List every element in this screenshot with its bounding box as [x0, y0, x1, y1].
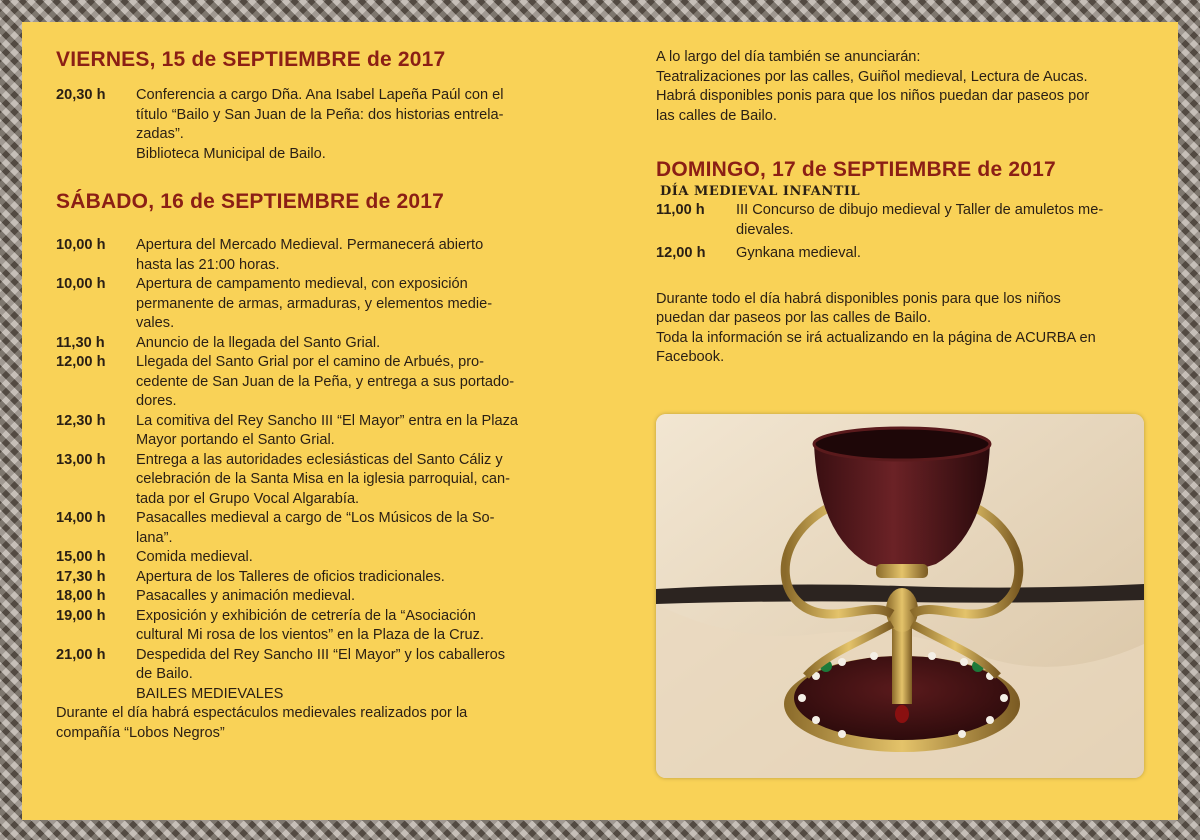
event-time: 12,30 h [56, 412, 106, 429]
event-time: 21,00 h [56, 646, 106, 663]
event-row [56, 607, 576, 646]
event-row [56, 353, 576, 412]
event-row [56, 412, 576, 451]
sunday-title: DOMINGO, 17 de SEPTIEMBRE de 2017 [656, 158, 1056, 181]
event-desc [136, 334, 576, 354]
event-line: Llegada del Santo Grial por el camino de Arbués, pro- [136, 354, 485, 370]
event-line: permanente de armas, armaduras, y elementos medie- [136, 295, 493, 312]
event-line: Comida medieval. [136, 549, 253, 565]
intro-line: Teatralizaciones por las calles, Guiñol medieval, Lectura de Aucas. [656, 68, 1088, 85]
event-line: III Concurso de dibujo medieval y Taller de amuletos me- [736, 202, 1104, 218]
event-desc [736, 244, 1146, 264]
event-time: 20,30 h [56, 87, 106, 103]
saturday-title: SÁBADO, 16 de SEPTIEMBRE de 2017 [56, 190, 445, 213]
event-desc [736, 201, 1146, 240]
event-line: Conferencia a cargo Dña. Ana Isabel Lapeña Paúl con el [136, 87, 504, 103]
friday-title: VIERNES, 15 de SEPTIEMBRE de 2017 [56, 48, 446, 71]
event-line: Apertura del Mercado Medieval. Permanecerá abierto [136, 237, 484, 253]
event-time: 10,00 h [56, 237, 106, 253]
closing-line: Toda la información se irá actualizando en la página de ACURBA en [656, 329, 1096, 346]
event-row [656, 244, 1146, 264]
event-desc [136, 353, 576, 412]
event-time: 11,00 h [656, 202, 705, 218]
event-line: Apertura de los Talleres de oficios tradicionales. [136, 568, 445, 585]
event-desc [136, 86, 576, 164]
event-line: dores. [136, 393, 177, 409]
event-line: dievales. [736, 221, 794, 238]
program-panel [22, 22, 1178, 820]
event-time: 10,00 h [56, 276, 106, 292]
chalice-illustration [656, 414, 1144, 778]
event-row [56, 548, 576, 568]
event-line: Apertura de campamento medieval, con exposición [136, 276, 468, 292]
right-column [656, 48, 1146, 368]
saturday-footer [56, 704, 576, 743]
event-line: celebración de la Santa Misa en la iglesia parroquial, can- [136, 471, 510, 487]
sunday-subtitle: DÍA MEDIEVAL INFANTIL [660, 184, 861, 199]
closing-line: Durante todo el día habrá disponibles ponis para que los niños [656, 290, 1061, 307]
intro-line: A lo largo del día también se anunciarán: [656, 49, 921, 65]
event-time: 11,30 h [56, 334, 105, 351]
left-column [56, 48, 576, 743]
footer-line: Durante el día habrá espectáculos medievales realizados por la [56, 705, 468, 721]
footer-line: compañía “Lobos Negros” [56, 724, 225, 741]
event-desc [136, 275, 576, 334]
event-row [56, 86, 576, 164]
event-desc [136, 451, 576, 510]
event-line: tada por el Grupo Vocal Algarabía. [136, 490, 360, 507]
event-row [56, 509, 576, 548]
dances-label: BAILES MEDIEVALES [136, 685, 284, 702]
event-desc [136, 587, 576, 607]
event-line: Despedida del Rey Sancho III “El Mayor” y los caballeros [136, 646, 506, 663]
event-line: título “Bailo y San Juan de la Peña: dos historias entrela- [136, 106, 504, 123]
event-time: 12,00 h [56, 354, 106, 370]
event-desc [136, 509, 576, 548]
event-line: Entrega a las autoridades eclesiásticas del Santo Cáliz y [136, 451, 503, 468]
event-row [56, 646, 576, 685]
event-time: 18,00 h [56, 588, 106, 604]
event-line: cedente de San Juan de la Peña, y entrega a sus portado- [136, 373, 515, 390]
event-line: Mayor portando el Santo Grial. [136, 432, 335, 448]
event-line: vales. [136, 315, 175, 331]
event-line: Pasacalles y animación medieval. [136, 588, 356, 604]
intro-line: las calles de Bailo. [656, 107, 777, 124]
event-line: Gynkana medieval. [736, 245, 861, 261]
event-desc [136, 412, 576, 451]
event-line: cultural Mi rosa de los vientos” en la Plaza de la Cruz. [136, 627, 484, 643]
intro-line: Habrá disponibles ponis para que los niños puedan dar paseos por [656, 88, 1090, 104]
event-line: Exposición y exhibición de cetrería de la “Asociación [136, 607, 476, 624]
closing-line: puedan dar paseos por las calles de Bailo. [656, 310, 932, 326]
event-row [656, 201, 1146, 240]
event-row [56, 334, 576, 354]
event-desc [136, 548, 576, 568]
event-row [56, 587, 576, 607]
event-desc [136, 236, 576, 275]
event-row [56, 568, 576, 588]
event-line: de Bailo. [136, 666, 193, 682]
intro-paragraph [656, 48, 1146, 126]
event-desc [136, 646, 576, 685]
event-time: 17,30 h [56, 568, 106, 585]
closing-paragraph [656, 290, 1146, 368]
event-line: lana”. [136, 529, 173, 546]
friday-events [56, 86, 576, 164]
event-line: Biblioteca Municipal de Bailo. [136, 145, 326, 162]
event-line: Pasacalles medieval a cargo de “Los Músicos de la So- [136, 510, 495, 526]
event-desc [136, 607, 576, 646]
event-row [56, 236, 576, 275]
event-desc [136, 568, 576, 588]
closing-line: Facebook. [656, 349, 725, 365]
holy-grail-photo [656, 414, 1144, 778]
saturday-events [56, 236, 576, 743]
event-line: La comitiva del Rey Sancho III “El Mayor” entra en la Plaza [136, 412, 519, 429]
event-time: 12,00 h [656, 245, 706, 261]
event-row [56, 451, 576, 510]
event-time: 15,00 h [56, 549, 106, 565]
event-row [56, 275, 576, 334]
sunday-events [656, 201, 1146, 264]
event-line: Anuncio de la llegada del Santo Grial. [136, 334, 381, 351]
event-line: hasta las 21:00 horas. [136, 256, 280, 273]
event-time: 19,00 h [56, 607, 106, 624]
event-time: 14,00 h [56, 510, 106, 526]
event-line: zadas”. [136, 126, 184, 142]
event-time: 13,00 h [56, 451, 106, 468]
